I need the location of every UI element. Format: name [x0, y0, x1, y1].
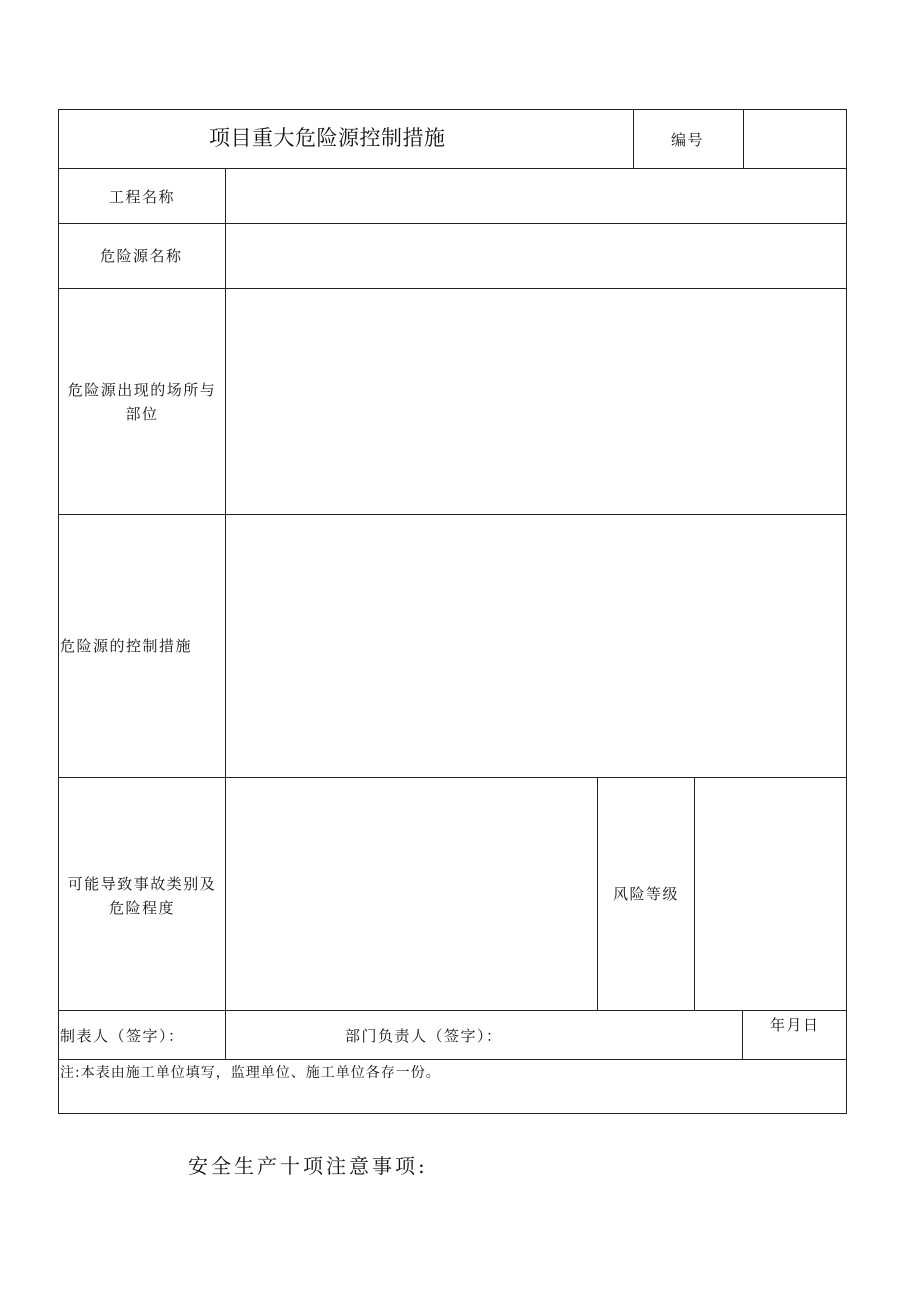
location-label [59, 378, 225, 426]
column-divider [742, 1010, 743, 1060]
hazard-name-field[interactable] [226, 224, 846, 288]
row-divider [58, 1059, 847, 1060]
border-right [846, 109, 847, 1114]
location-field[interactable] [226, 289, 846, 514]
column-divider [597, 777, 598, 1011]
location-label-line2: 部位 [125, 405, 159, 423]
safety-notes-heading: 安全生产十项注意事项: [188, 1154, 428, 1178]
form-title: 项目重大危险源控制措施 [209, 126, 446, 150]
accident-type-label-line2: 危险程度 [108, 899, 175, 917]
accident-type-label [59, 872, 225, 920]
form-note: 注:本表由施工单位填写，监理单位、施工单位各存一份。 [60, 1065, 441, 1081]
number-value-field[interactable] [744, 110, 846, 168]
control-measures-field[interactable] [226, 515, 846, 777]
risk-level-label: 风险等级 [613, 885, 680, 903]
column-divider [633, 109, 634, 169]
date-label: 年月日 [770, 1016, 820, 1034]
prepared-by-label: 制表人（签字）： [60, 1027, 185, 1045]
accident-type-field[interactable] [226, 778, 597, 1010]
project-name-field[interactable] [226, 169, 846, 223]
border-bottom [58, 1113, 847, 1114]
row-divider [58, 1010, 847, 1011]
border-left [58, 109, 59, 1114]
control-measures-label: 危险源的控制措施 [60, 637, 193, 655]
location-label-line1: 危险源出现的场所与 [67, 381, 217, 399]
accident-type-label-line1: 可能导致事故类别及 [67, 875, 217, 893]
dept-head-label: 部门负责人（签字）： [345, 1027, 503, 1045]
risk-level-field[interactable] [695, 778, 846, 1010]
hazard-name-label: 危险源名称 [100, 247, 183, 265]
number-label: 编号 [671, 131, 705, 149]
project-name-label: 工程名称 [109, 188, 176, 206]
border-top [58, 109, 847, 110]
